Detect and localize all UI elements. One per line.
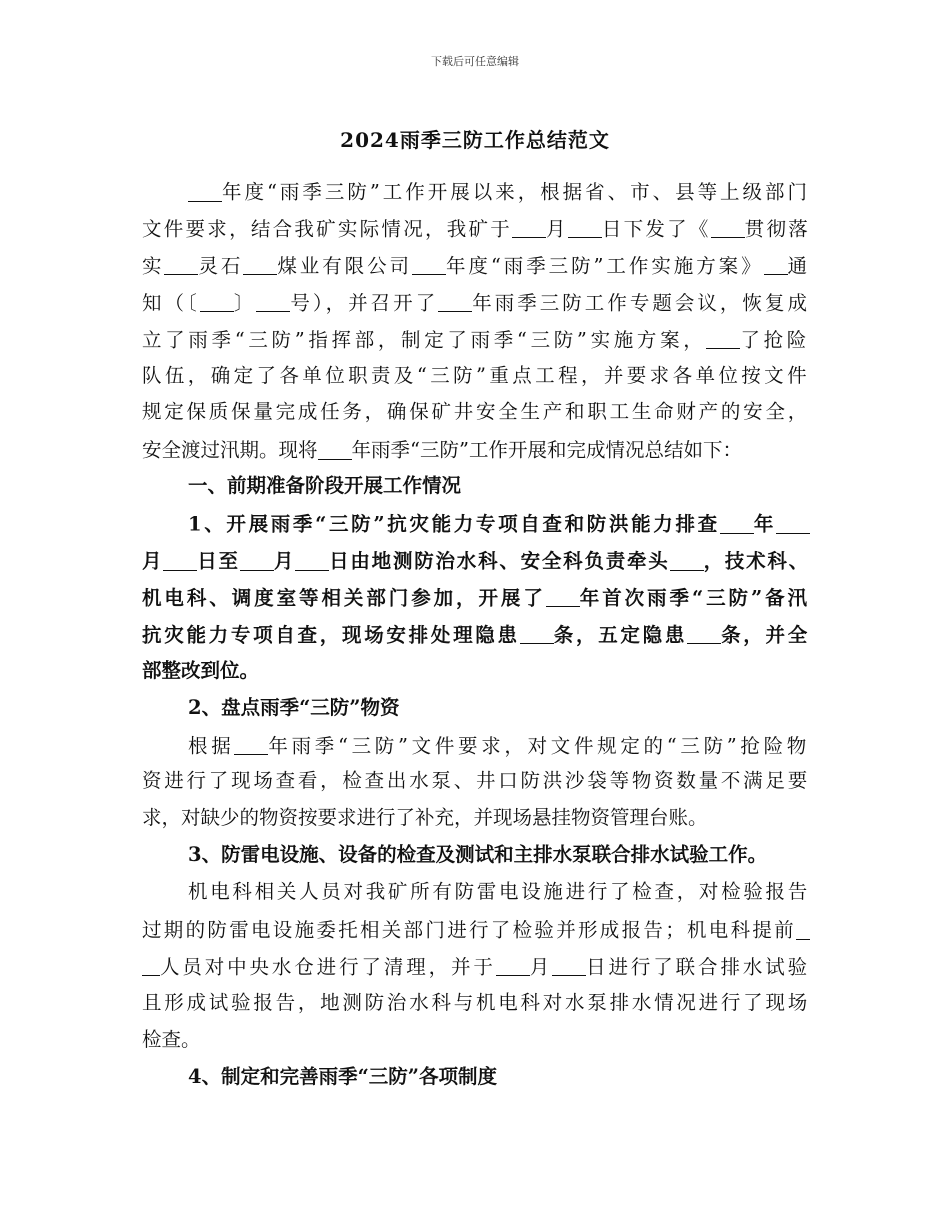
heading-line — [188, 513, 810, 534]
fill-in-blank — [776, 513, 810, 534]
text-run: 年首次雨季“三防”备汛 — [579, 586, 810, 610]
text-run: 通 — [787, 254, 810, 278]
text-run: ，技术科、 — [703, 549, 810, 573]
fill-in-blank — [142, 956, 160, 977]
text-run: 知（〔 — [142, 291, 200, 315]
text-run: 一、前期准备阶段开展工作情况 — [188, 474, 462, 498]
heading-line — [142, 587, 810, 608]
text-run: 年度“雨季三防”工作开展以来，根据省、市、县等上级部门 — [222, 180, 810, 204]
fill-in-blank — [234, 735, 268, 756]
text-run: 安全渡过汛期。现将 — [142, 438, 318, 462]
text-run: 了抢险 — [740, 328, 810, 352]
text-run: 月 — [142, 549, 164, 573]
text-run: 灵石 — [198, 254, 244, 278]
page-header-note: 下载后可任意编辑 — [431, 55, 519, 68]
text-run: 〕 — [233, 291, 257, 315]
fill-in-blank — [764, 255, 788, 276]
text-run: 2、盘点雨季“三防”物资 — [188, 695, 400, 719]
text-run: 部整改到位。 — [142, 658, 260, 682]
fill-in-blank — [711, 218, 745, 239]
text-run: 文件要求，结合我矿实际情况，我矿于 — [142, 217, 513, 241]
paragraph-line — [142, 439, 742, 460]
fill-in-blank — [552, 956, 586, 977]
paragraph-line — [142, 363, 810, 387]
text-run: 条，五定隐患 — [553, 623, 688, 647]
fill-in-blank — [164, 255, 198, 276]
fill-in-blank — [188, 181, 222, 202]
text-run: 立了雨季“三防”指挥部，制定了雨季“三防”实施方案， — [142, 328, 707, 352]
heading-line — [142, 624, 810, 645]
paragraph-line — [142, 402, 810, 422]
text-run: 日由地测防治水科、安全科负责牵头 — [329, 549, 670, 573]
heading-line — [188, 695, 400, 719]
text-run: 煤业有限公司 — [277, 254, 412, 278]
fill-in-blank — [256, 292, 290, 313]
text-run: 月 — [546, 217, 568, 241]
fill-in-blank — [706, 329, 740, 350]
text-run: 年度“雨季三防”工作实施方案》 — [445, 254, 764, 278]
text-run: 1、开展雨季“三防”抗灾能力专项自查和防洪能力排查 — [188, 512, 720, 536]
text-run: 3、防雷电设施、设备的检查及测试和主排水泵联合排水试验工作。 — [188, 843, 768, 867]
fill-in-blank — [438, 292, 472, 313]
text-run: 月 — [529, 955, 553, 979]
fill-in-blank — [295, 550, 329, 571]
heading-line — [142, 658, 260, 682]
paragraph-line — [142, 808, 708, 828]
text-run: 日至 — [197, 549, 240, 573]
paragraph-line — [142, 771, 810, 791]
text-run: 年雨季三防工作专题会议，恢复成 — [472, 291, 810, 315]
paragraph-line — [188, 735, 810, 756]
paragraph-line — [142, 292, 810, 313]
text-run: 月 — [273, 549, 296, 573]
text-run: 过期的防雷电设施委托相关部门进行了检验并形成报告；机电科提前 — [142, 918, 796, 942]
fill-in-blank — [163, 550, 197, 571]
fill-in-blank — [512, 218, 546, 239]
fill-in-blank — [568, 218, 602, 239]
text-run: 条，并全 — [721, 623, 810, 647]
text-run: 贯彻落 — [744, 217, 810, 241]
fill-in-blank — [520, 624, 554, 645]
text-run: 资进行了现场查看，检查出水泵、井口防洪沙袋等物资数量不满足要 — [142, 769, 810, 793]
fill-in-blank — [200, 292, 234, 313]
text-run: 求，对缺少的物资按要求进行了补充，并现场悬挂物资管理台账。 — [142, 806, 708, 830]
text-run: 年 — [753, 512, 776, 536]
text-run: 日进行了联合排水试验 — [586, 955, 810, 979]
text-run: 根据 — [188, 734, 235, 757]
fill-in-blank — [496, 956, 530, 977]
fill-in-blank — [720, 513, 754, 534]
text-run: 检查。 — [142, 1027, 201, 1051]
text-run: 年雨季“三防”文件要求，对文件规定的“三防”抢险物 — [268, 734, 810, 757]
text-run: 号），并召开了 — [290, 291, 439, 315]
text-run: 实 — [142, 254, 165, 278]
fill-in-blank — [243, 255, 277, 276]
text-run: 机电科、调度室等相关部门参加，开展了 — [142, 586, 546, 610]
text-run: 人员对中央水仓进行了清理，并于 — [160, 955, 496, 979]
text-run: 且形成试验报告，地测防治水科与机电科对水泵排水情况进行了现场 — [142, 990, 810, 1014]
text-run: 队伍，确定了各单位职责及“三防”重点工程，并要求各单位按文件 — [142, 363, 810, 387]
paragraph-line — [142, 990, 810, 1014]
paragraph-line — [142, 956, 810, 977]
document-title: 2024雨季三防工作总结范文 — [340, 128, 610, 152]
heading-line — [142, 550, 810, 571]
text-run: 规定保质保量完成任务，确保矿井安全生产和职工生命财产的安全， — [142, 400, 810, 424]
paragraph-line — [188, 882, 810, 902]
text-run: 4、制定和完善雨季“三防”各项制度 — [188, 1064, 498, 1088]
heading-line — [188, 845, 767, 865]
text-run: 日下发了《 — [601, 217, 711, 241]
paragraph-line — [142, 1027, 201, 1051]
text-run: 抗灾能力专项自查，现场安排处理隐患 — [142, 623, 520, 647]
text-run: 年雨季“三防”工作开展和完成情况总结如下： — [351, 438, 742, 462]
paragraph-line — [188, 181, 810, 202]
heading-line — [188, 476, 461, 496]
paragraph-line — [142, 919, 810, 940]
paragraph-line — [142, 255, 810, 276]
fill-in-blank — [546, 587, 580, 608]
paragraph-line — [142, 218, 810, 239]
fill-in-blank — [796, 919, 810, 940]
fill-in-blank — [687, 624, 721, 645]
text-run: 机电科相关人员对我矿所有防雷电设施进行了检查，对检验报告 — [188, 880, 810, 904]
fill-in-blank — [318, 439, 352, 460]
fill-in-blank — [412, 255, 446, 276]
heading-line — [188, 1064, 498, 1088]
fill-in-blank — [240, 550, 274, 571]
fill-in-blank — [670, 550, 704, 571]
paragraph-line — [142, 329, 810, 350]
